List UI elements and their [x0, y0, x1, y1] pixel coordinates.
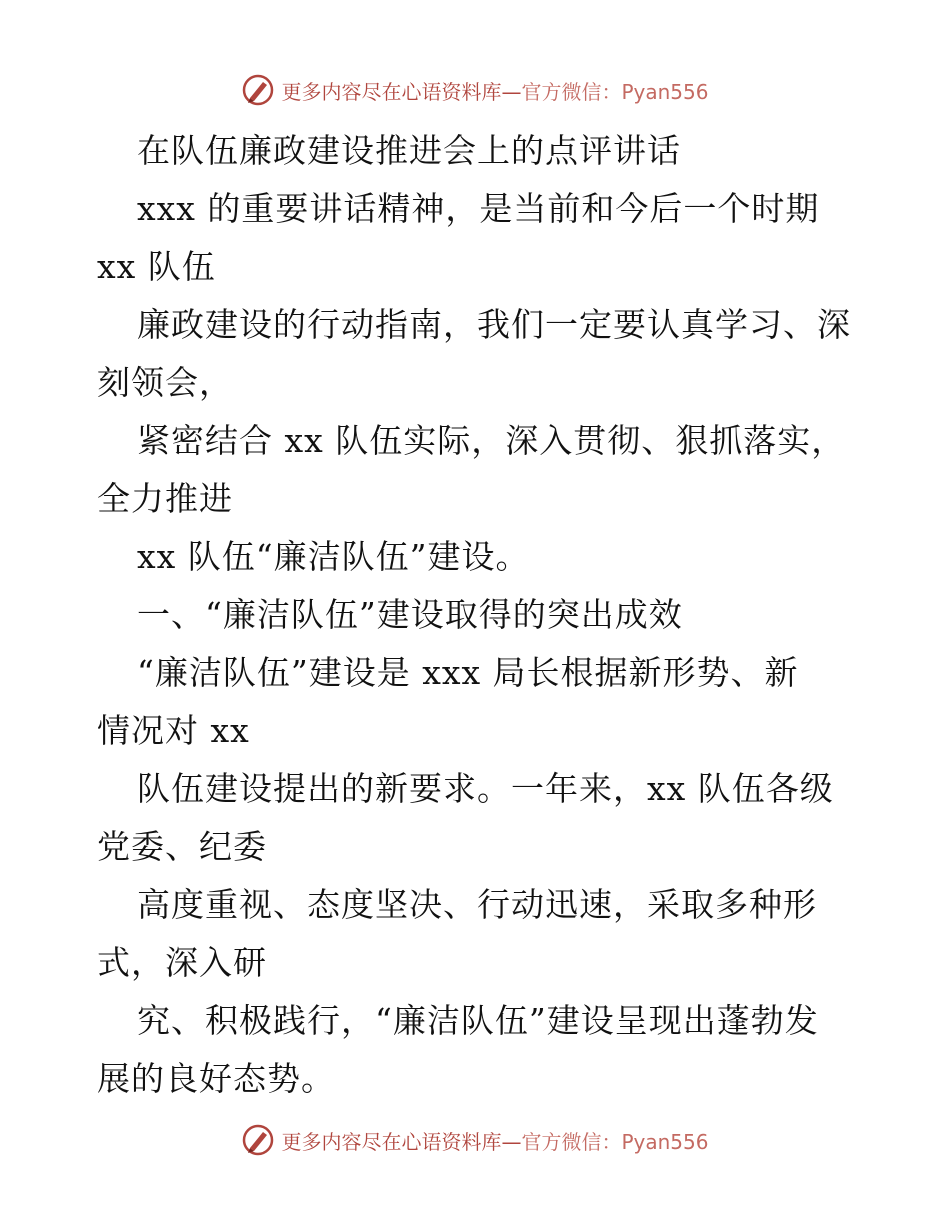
- banner-dash: —: [501, 1129, 522, 1154]
- banner-content: [241, 1123, 708, 1157]
- banner-wechat-text: 官方微信：Pyan556: [521, 79, 709, 104]
- footer-banner: [0, 1120, 950, 1160]
- document-line: “廉洁队伍”建设是 xxx 局长根据新形势、新: [137, 653, 799, 692]
- document-line: 党委、纪委: [97, 827, 267, 866]
- document-line: 全力推进: [97, 479, 233, 518]
- document-line: xxx 的重要讲话精神，是当前和今后一个时期: [137, 189, 820, 228]
- document-line: 展的良好态势。: [97, 1059, 335, 1098]
- document-line: 一、“廉洁队伍”建设取得的突出成效: [137, 595, 683, 634]
- banner-text: [281, 1126, 708, 1155]
- banner-wechat-text: 官方微信：Pyan556: [521, 1129, 709, 1154]
- banner-content: [241, 73, 708, 107]
- document-body: [97, 122, 867, 1108]
- banner-dash: —: [501, 79, 522, 104]
- pen-circle-logo-icon: [241, 73, 275, 107]
- document-line: 情况对 xx: [97, 711, 250, 750]
- banner-main-text: 更多内容尽在心语资料库: [281, 1129, 502, 1154]
- document-line: 在队伍廉政建设推进会上的点评讲话: [137, 131, 681, 170]
- document-line: 队伍建设提出的新要求。一年来，xx 队伍各级: [137, 769, 834, 808]
- document-line: 紧密结合 xx 队伍实际，深入贯彻、狠抓落实，: [137, 421, 846, 460]
- document-line: 刻领会，: [97, 363, 233, 402]
- document-line: xx 队伍: [97, 247, 216, 286]
- pen-circle-logo-icon: [241, 1123, 275, 1157]
- document-line: 廉政建设的行动指南，我们一定要认真学习、深: [137, 305, 851, 344]
- document-line: 式，深入研: [97, 943, 267, 982]
- banner-text: [281, 76, 708, 105]
- header-banner: [0, 70, 950, 110]
- banner-main-text: 更多内容尽在心语资料库: [281, 79, 502, 104]
- document-line: 究、积极践行，“廉洁队伍”建设呈现出蓬勃发: [137, 1001, 819, 1040]
- document-line: xx 队伍“廉洁队伍”建设。: [137, 537, 530, 576]
- document-line: 高度重视、态度坚决、行动迅速，采取多种形: [137, 885, 817, 924]
